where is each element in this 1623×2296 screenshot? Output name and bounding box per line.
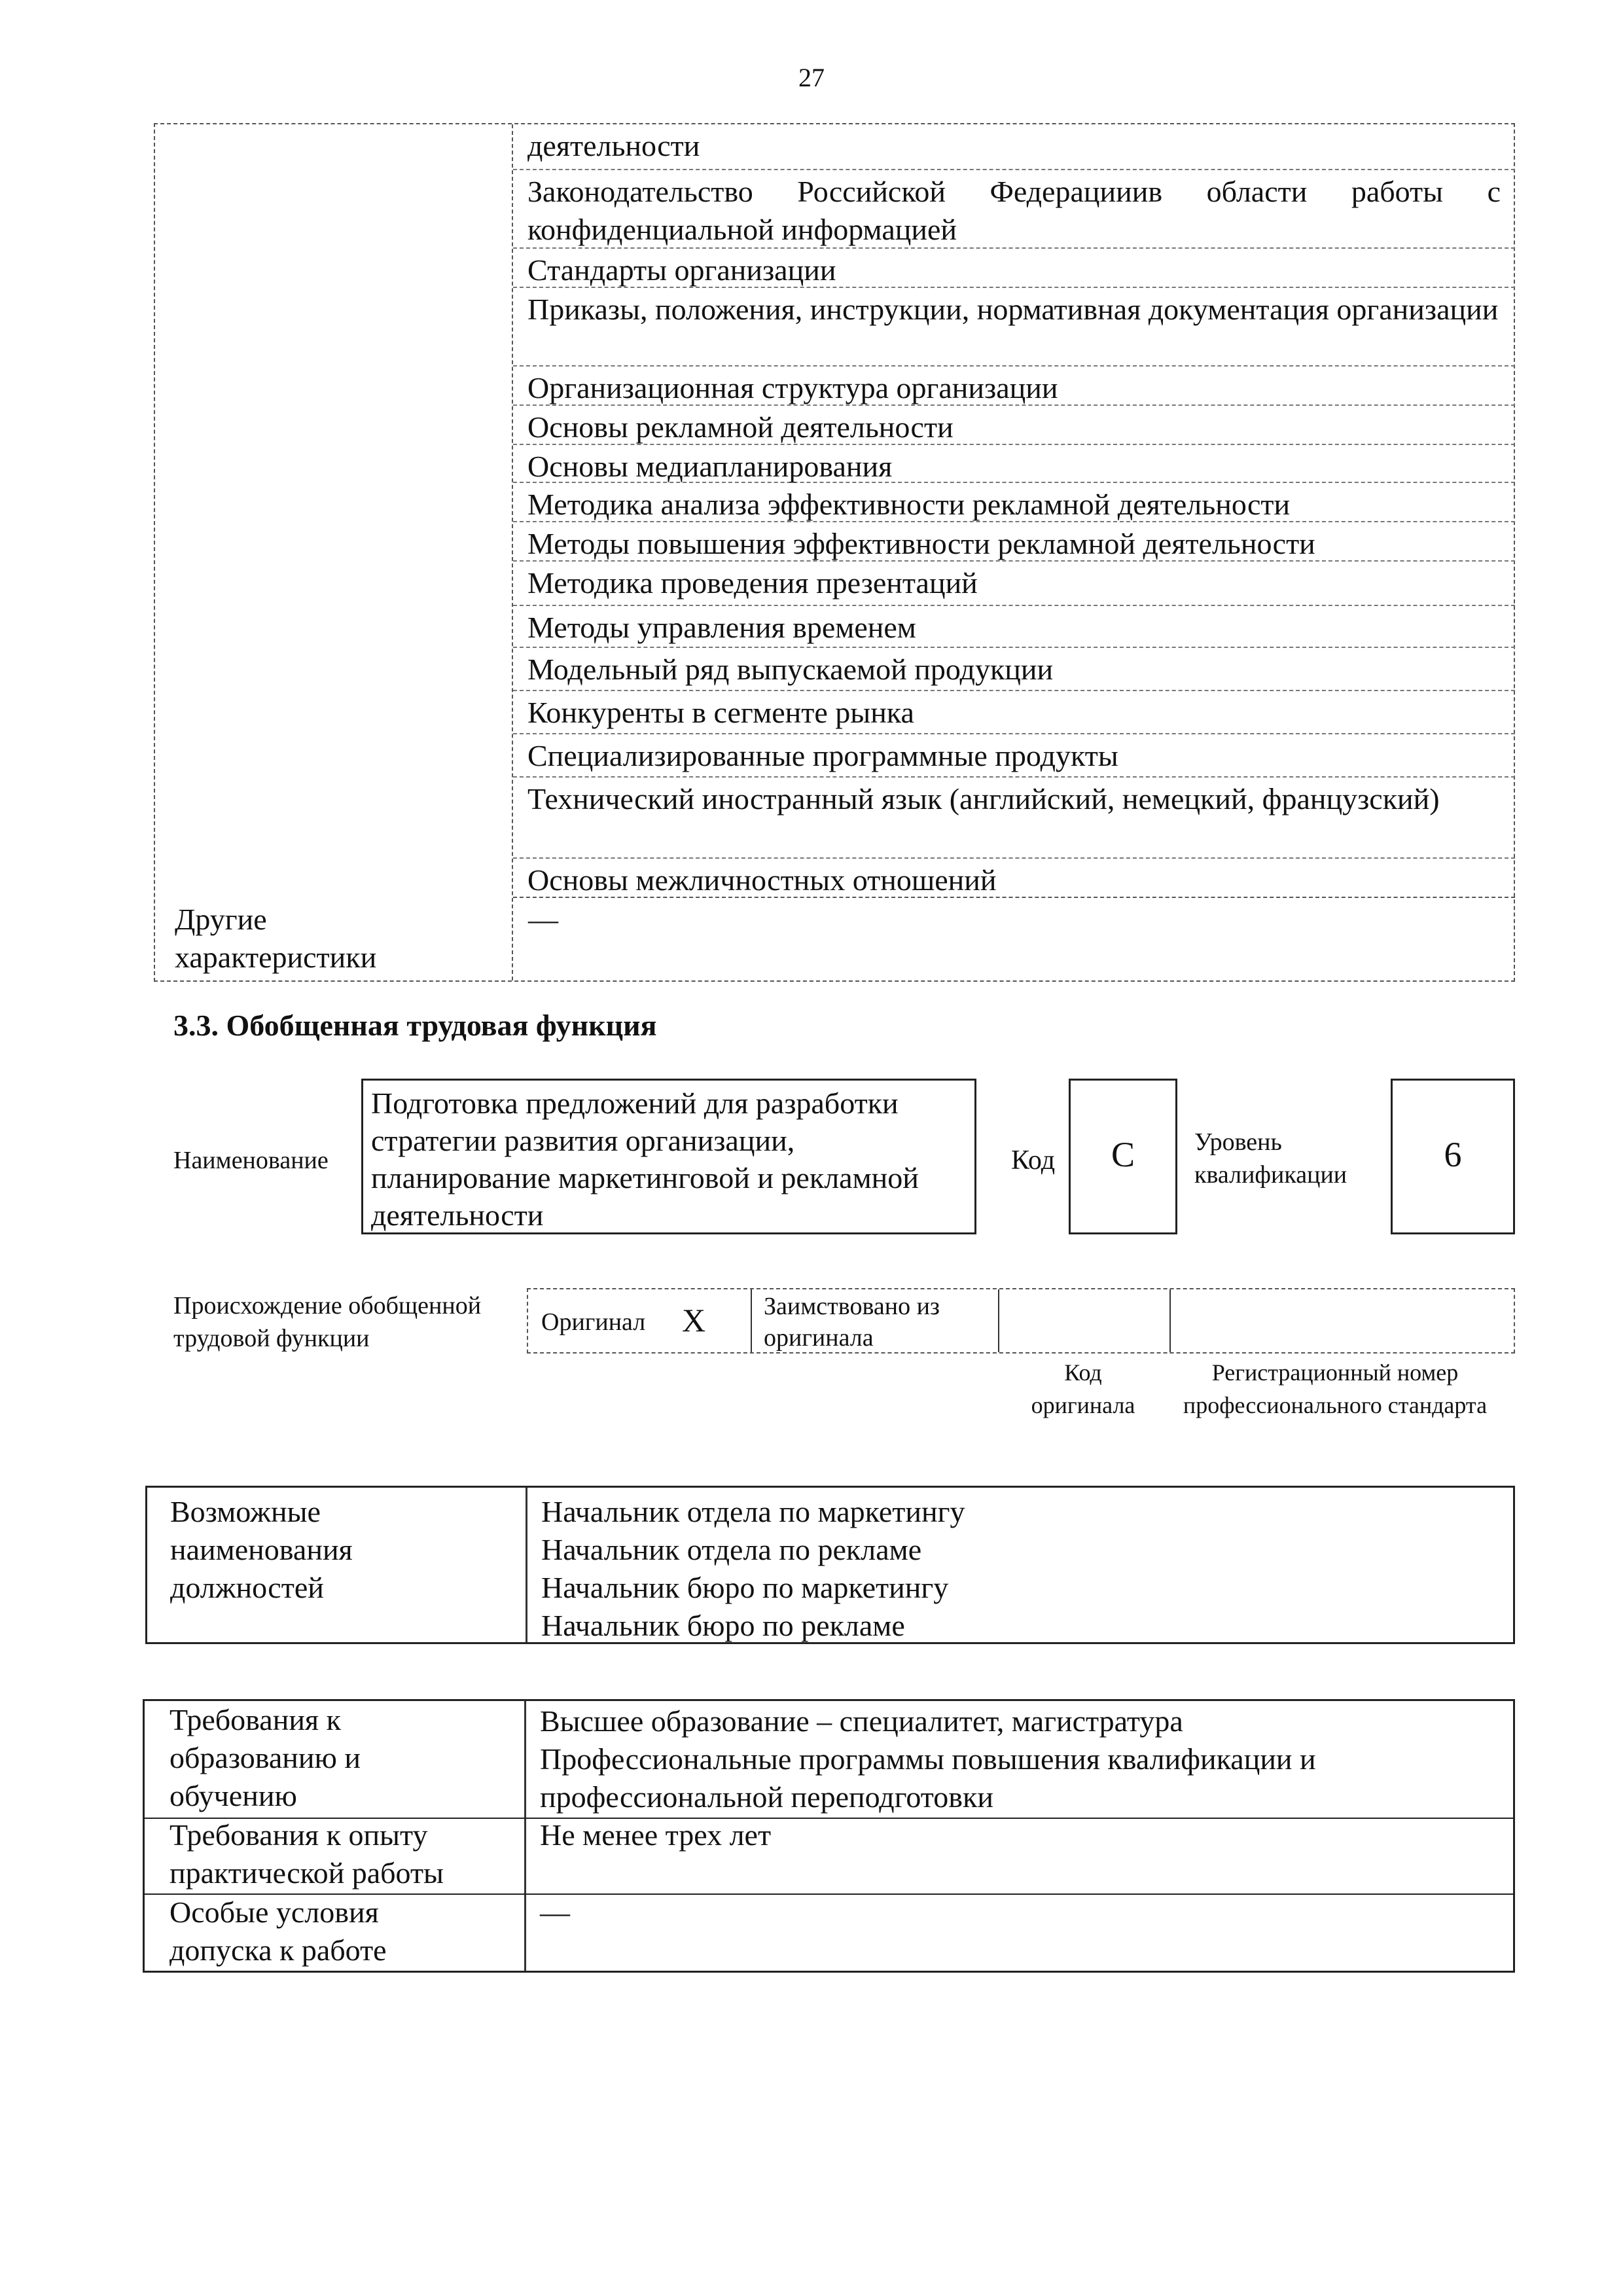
experience-value: Не менее трех лет	[540, 1818, 772, 1852]
positions-list	[541, 1493, 965, 1645]
knowledge-item: Законодательство Российской Федерацииив области работы с конфиденциальной информацией	[513, 170, 1515, 249]
code-label: Код	[1011, 1145, 1056, 1175]
original-code-caption: Код оригинала	[1031, 1359, 1135, 1418]
education-label: Требования к образованию и обучению	[169, 1703, 361, 1812]
education-line: Профессиональные программы повышения квалификации и	[540, 1742, 1316, 1776]
code-value: C	[1111, 1135, 1135, 1174]
position-item: Начальник отдела по рекламе	[541, 1533, 922, 1566]
knowledge-item: Методы управления временем	[513, 606, 1515, 648]
level-value: 6	[1444, 1135, 1462, 1174]
knowledge-item: Организационная структура организации	[513, 367, 1515, 406]
knowledge-item: Модельный ряд выпускаемой продукции	[513, 648, 1515, 691]
positions-label: Возможные наименования должностей	[170, 1495, 353, 1604]
experience-label: Требования к опыту практической работы	[169, 1818, 444, 1890]
origin-divider	[998, 1289, 999, 1352]
original-mark: X	[682, 1302, 706, 1338]
level-box	[1391, 1079, 1515, 1234]
code-box	[1069, 1079, 1177, 1234]
page-number: 27	[798, 63, 825, 92]
original-label: Оригинал	[541, 1308, 646, 1336]
knowledge-item: Методика анализа эффективности рекламной деятельности	[513, 483, 1515, 522]
education-values	[540, 1702, 1316, 1816]
knowledge-item: Основы межличностных отношений	[513, 859, 1515, 898]
knowledge-item: Основы рекламной деятельности	[513, 406, 1515, 445]
requirements-table-divider	[524, 1701, 526, 1971]
requirements-table	[143, 1699, 1515, 1973]
knowledge-item: Технический иностранный язык (английский, немецкий, французский)	[513, 778, 1515, 859]
origin-divider	[751, 1289, 752, 1352]
special-conditions-value: —	[540, 1895, 570, 1929]
knowledge-table	[154, 123, 1515, 982]
other-characteristics-label: Другие характеристики	[175, 903, 377, 974]
knowledge-item: Основы медиапланирования	[513, 445, 1515, 483]
knowledge-item: Приказы, положения, инструкции, нормативная документация организации	[513, 288, 1515, 367]
origin-divider	[1169, 1289, 1171, 1352]
knowledge-item: Стандарты организации	[513, 249, 1515, 288]
knowledge-item: Конкуренты в сегменте рынка	[513, 691, 1515, 734]
function-name-box: Подготовка предложений для разработки стратегии развития организации, планирование маркетинговой и рекламной деятельности	[361, 1079, 976, 1234]
special-conditions-label: Особые условия допуска к работе	[169, 1895, 387, 1967]
knowledge-item: деятельности	[513, 124, 1515, 170]
level-label: Уровень квалификации	[1194, 1128, 1347, 1189]
registration-number-caption: Регистрационный номер профессионального стандарта	[1183, 1359, 1488, 1418]
knowledge-item: Специализированные программные продукты	[513, 734, 1515, 778]
position-item: Начальник отдела по маркетингу	[541, 1495, 965, 1528]
knowledge-item: Методы повышения эффективности рекламной деятельности	[513, 522, 1515, 562]
borrowed-label: Заимствовано из оригинала	[764, 1293, 940, 1352]
section-title: 3.3. Обобщенная трудовая функция	[173, 1009, 657, 1042]
positions-table-divider	[526, 1488, 527, 1642]
position-item: Начальник бюро по маркетингу	[541, 1571, 949, 1604]
knowledge-list	[513, 124, 1515, 898]
other-characteristics-value: —	[528, 903, 558, 936]
origin-label: Происхождение обобщенной трудовой функции	[173, 1292, 482, 1352]
education-line: профессиональной переподготовки	[540, 1780, 993, 1814]
education-line: Высшее образование – специалитет, магистратура	[540, 1704, 1183, 1738]
position-item: Начальник бюро по рекламе	[541, 1609, 905, 1642]
name-label: Наименование	[173, 1147, 329, 1174]
origin-row	[527, 1288, 1515, 1354]
knowledge-item: Методика проведения презентаций	[513, 562, 1515, 606]
positions-table	[145, 1486, 1515, 1644]
